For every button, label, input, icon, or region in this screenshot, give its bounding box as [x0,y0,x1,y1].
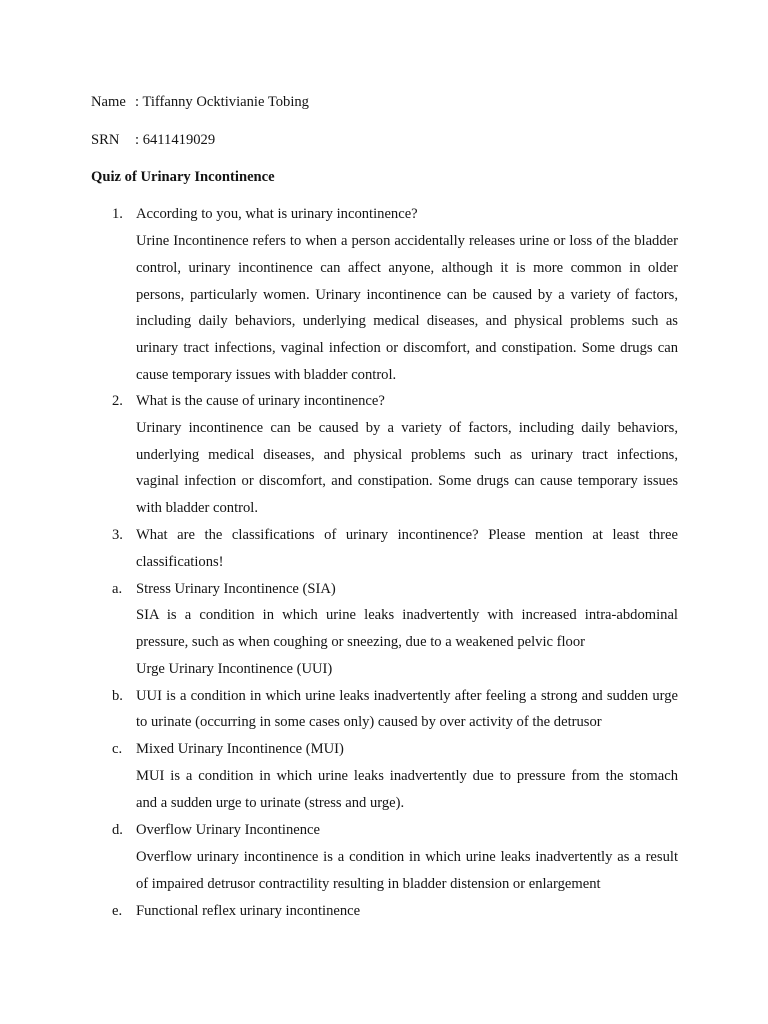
question-3-text: What are the classifications of urinary incontinence? Please mention at least three [136,527,678,543]
item-c-marker: c. [112,741,123,757]
answer-2-line: Urinary incontinence can be caused by a variety of factors, including daily behaviors, [136,420,678,436]
srn-value: : 6411419029 [135,132,216,148]
answer-2-line: with bladder control. [136,500,258,516]
item-d-desc: Overflow urinary incontinence is a condition in which urine leaks inadvertently as a result [136,849,678,865]
srn-label: SRN [91,132,120,148]
item-b-desc: to urinate (occurring in some cases only) caused by over activity of the detrusor [136,714,602,730]
item-a-marker: a. [112,581,123,597]
item-a-desc: SIA is a condition in which urine leaks inadvertently with increased intra-abdominal [136,607,678,623]
answer-2-line: vaginal infection or discomfort, and constipation. Some drugs can cause temporary issues [136,473,678,489]
item-a-desc: pressure, such as when coughing or sneezing, due to a weakened pelvic floor [136,634,586,650]
item-e-marker: e. [112,903,123,919]
answer-1-line: Urine Incontinence refers to when a person accidentally releases urine or loss of the bladder [136,233,678,249]
answer-1-line: urinary tract infections, vaginal infection or discomfort, and constipation. Some drugs can [136,340,678,356]
item-b-marker: b. [112,688,123,704]
question-3-text-cont: classifications! [136,554,224,570]
answer-1-line: control, urinary incontinence can affect anyone, although it is more common in older [136,260,678,276]
question-3-number: 3. [112,527,123,543]
answer-1-line: cause temporary issues with bladder control. [136,367,397,383]
item-d-title: Overflow Urinary Incontinence [136,822,320,838]
question-1-text: According to you, what is urinary incontinence? [136,206,418,222]
item-c-title: Mixed Urinary Incontinence (MUI) [136,741,344,757]
question-2-number: 2. [112,393,123,409]
question-2-text: What is the cause of urinary incontinence? [136,393,385,409]
name-label: Name [91,94,126,110]
quiz-title: Quiz of Urinary Incontinence [91,169,275,185]
item-d-marker: d. [112,822,123,838]
item-uui-title: Urge Urinary Incontinence (UUI) [136,661,333,677]
answer-2-line: underlying medical diseases, and physical problems such as urinary tract infections, [136,447,678,463]
item-c-desc: MUI is a condition in which urine leaks inadvertently due to pressure from the stomach [136,768,678,784]
item-a-title: Stress Urinary Incontinence (SIA) [136,581,336,597]
question-1-number: 1. [112,206,123,222]
name-value: : Tiffanny Ocktivianie Tobing [135,94,309,110]
item-b-desc: UUI is a condition in which urine leaks inadvertently after feeling a strong and sudden urge [136,688,678,704]
item-c-desc: and a sudden urge to urinate (stress and urge). [136,795,405,811]
item-d-desc: of impaired detrusor contractility resulting in bladder distension or enlargement [136,876,601,892]
item-e-title: Functional reflex urinary incontinence [136,903,361,919]
answer-1-line: including daily behaviors, underlying medical diseases, and physical problems such as [136,313,678,329]
answer-1-line: persons, particularly women. Urinary incontinence can be caused by a variety of factors, [136,287,678,303]
